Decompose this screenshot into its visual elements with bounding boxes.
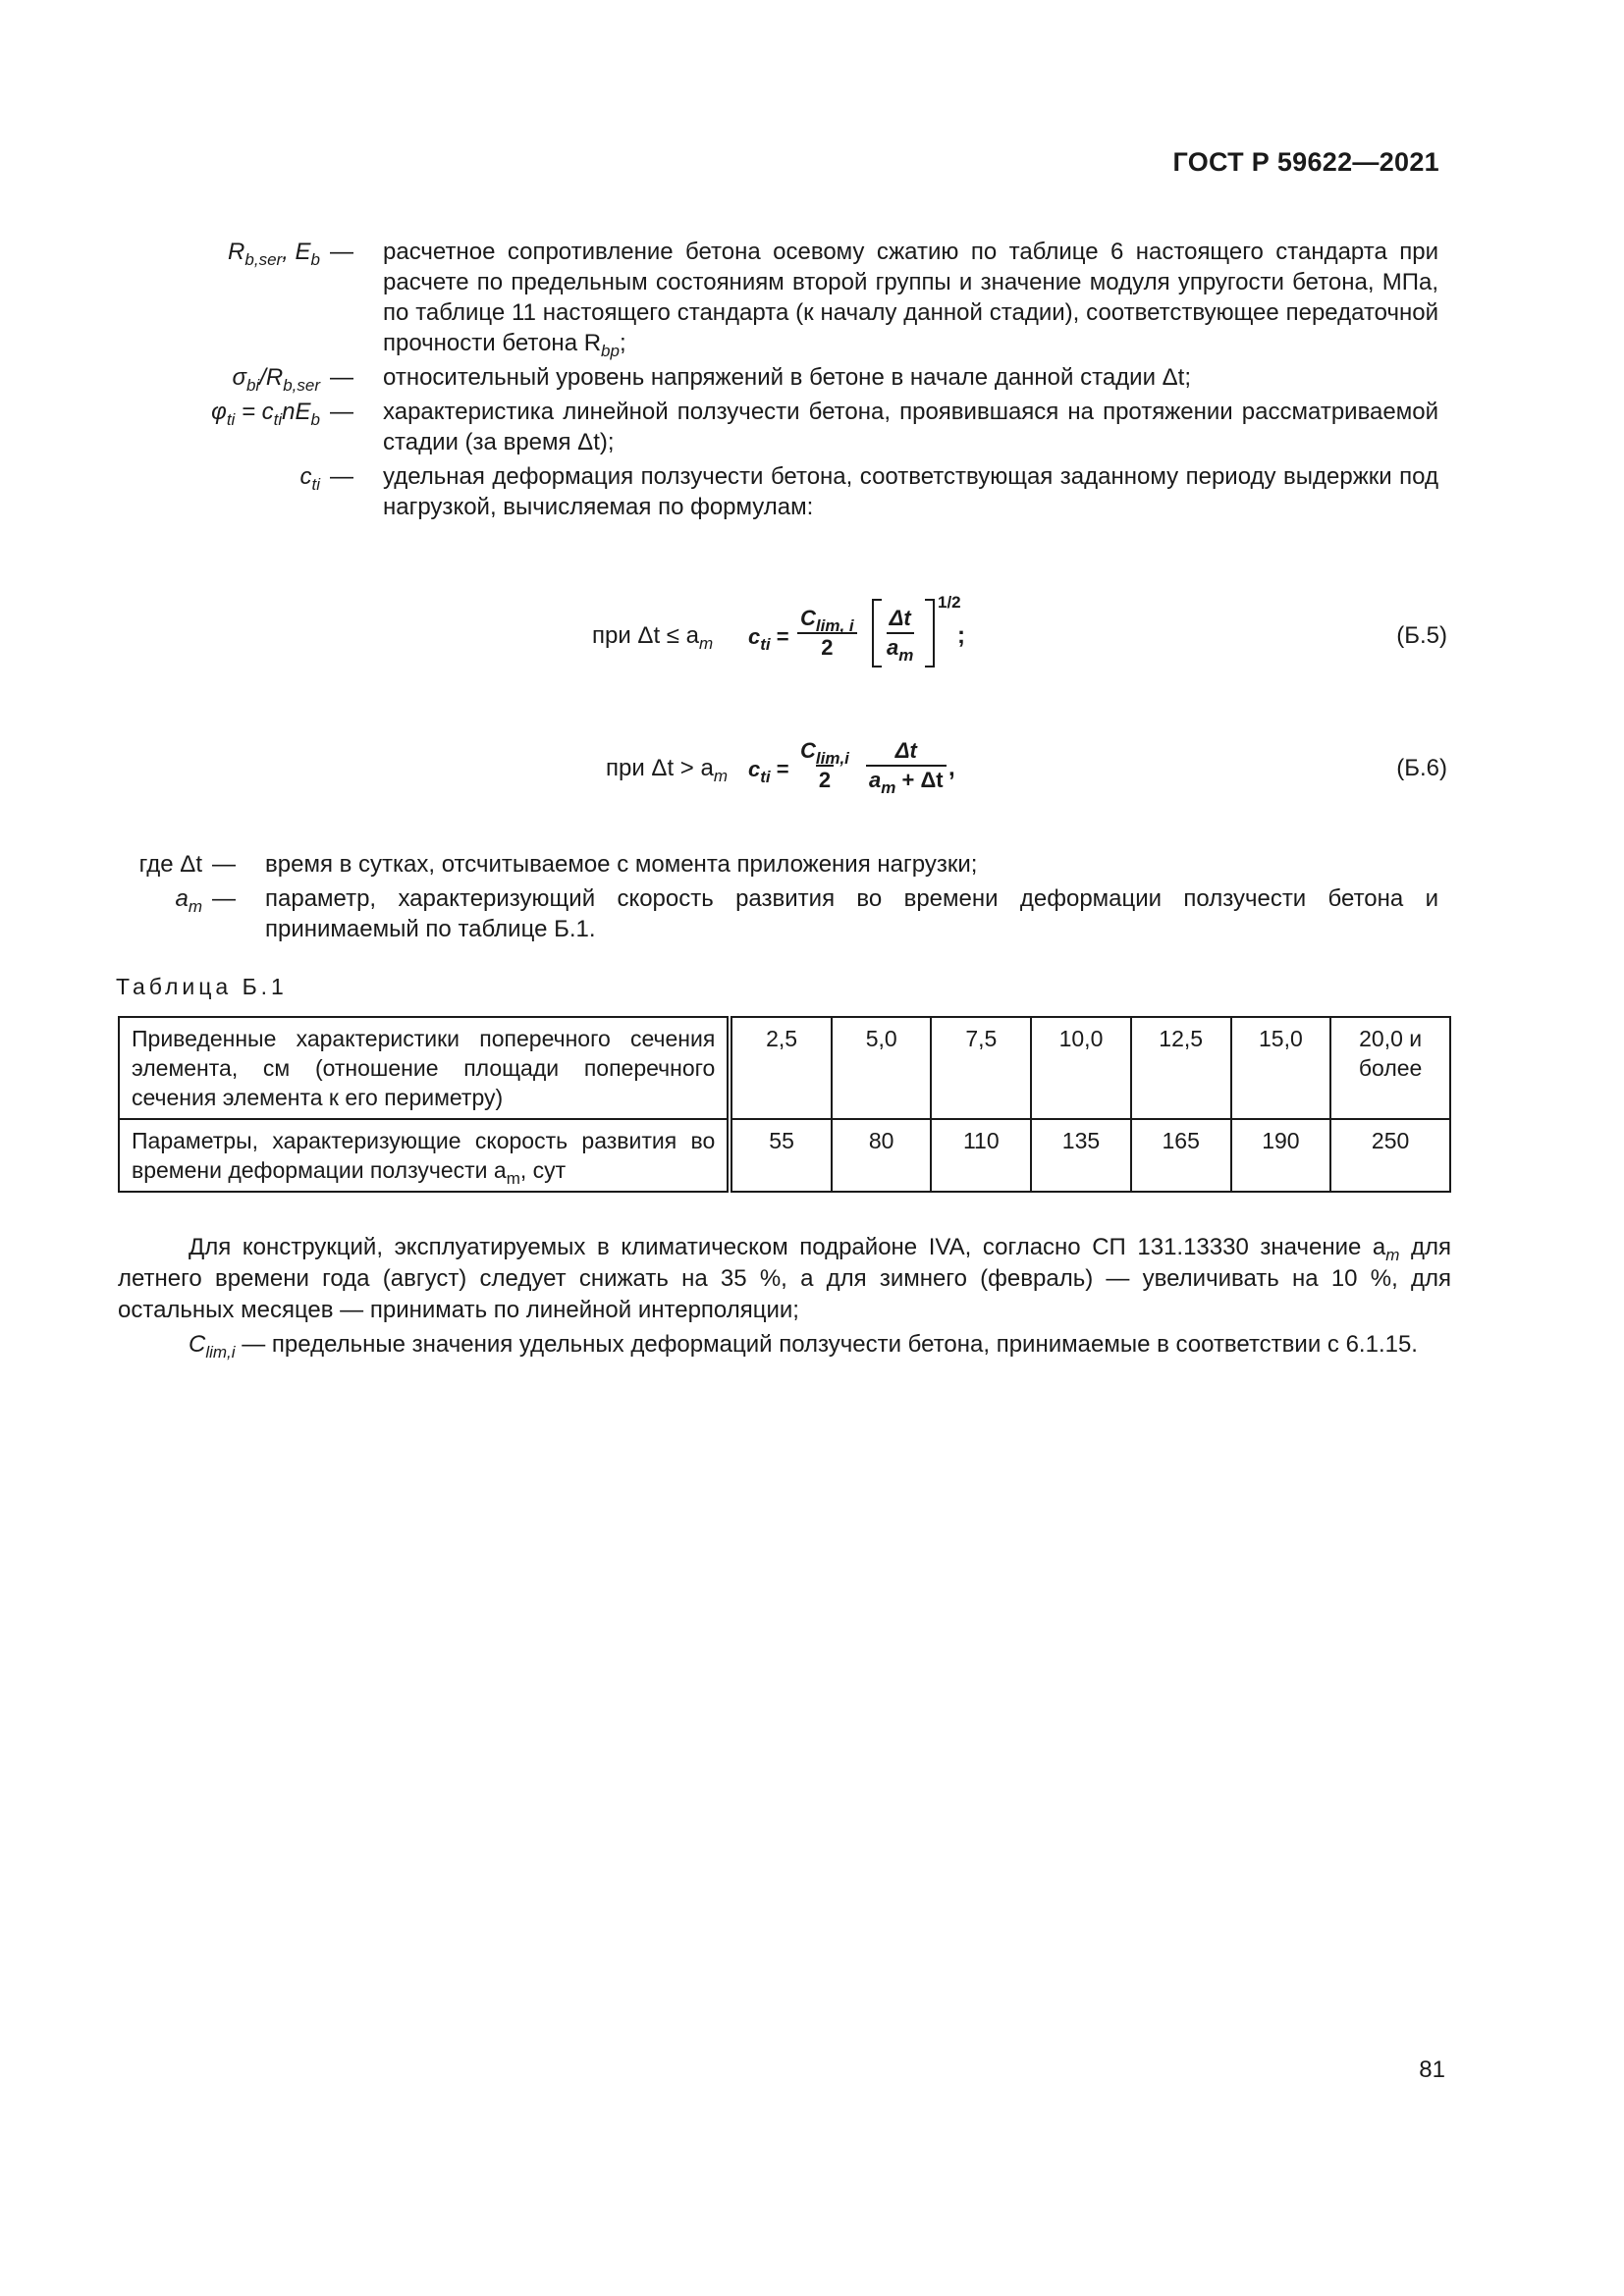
- equation-number: (Б.5): [1396, 622, 1447, 649]
- table-cell: 165: [1131, 1119, 1231, 1192]
- table-row: [119, 1119, 1450, 1192]
- formula-fraction-clim: $\frac{C_{lim,i}}{2}$: [800, 738, 849, 792]
- formula-fraction-clim: $\frac{C_{lim, i}}{2}$: [797, 605, 857, 662]
- table-row: [119, 1017, 1450, 1119]
- definition-item: [157, 362, 1438, 393]
- where-term: где Δt: [138, 851, 202, 878]
- formula-condition: при $\Delta t \le a_m$: [592, 622, 714, 653]
- table-caption: Таблица Б.1: [116, 974, 288, 999]
- table-row-header: Приведенные характеристики поперечного сечения элемента, см (отношение площади поперечного сечения элемента к его периметру): [119, 1017, 730, 1119]
- document-standard-number: ГОСТ Р 59622—2021: [1172, 147, 1439, 177]
- definition-term: $R_{b,ser}$, $E_b$: [228, 239, 320, 269]
- definition-dash: —: [330, 364, 353, 391]
- definition-text: удельная деформация ползучести бетона, соответствующая заданному периоду выдержки под нагрузкой, вычисляемая по формулам:: [383, 463, 1438, 520]
- definition-item: [157, 237, 1438, 358]
- where-item: [108, 849, 1438, 880]
- definition-dash: —: [330, 463, 353, 490]
- formula-lhs: $c_{ti}$ =: [748, 624, 789, 654]
- where-dash: —: [212, 885, 236, 912]
- where-list: [108, 849, 1438, 948]
- table-row-header: Параметры, характеризующие скорость развития во времени деформации ползучести $a_m$, сут: [119, 1119, 730, 1192]
- table-cell: 12,5: [1131, 1017, 1231, 1119]
- where-dash: —: [212, 851, 236, 878]
- definition-text: относительный уровень напряжений в бетоне в начале данной стадии Δt;: [383, 364, 1192, 391]
- formula-condition: при $\Delta t > a_m$: [606, 755, 728, 785]
- definitions-list: [157, 237, 1438, 526]
- formula-exponent: 1/2: [938, 593, 961, 612]
- formula-punctuation: ;: [957, 622, 965, 649]
- table-cell: 20,0 и более: [1330, 1017, 1450, 1119]
- where-text: время в сутках, отсчитываемое с момента приложения нагрузки;: [265, 851, 978, 878]
- clim-definition-paragraph: $C_{lim,i}$ — предельные значения удельных деформаций ползучести бетона, принимаемые в соответствии с 6.1.15.: [189, 1331, 1418, 1362]
- table-cell: 80: [832, 1119, 932, 1192]
- page-number: 81: [1419, 2056, 1445, 2083]
- definition-item: [157, 461, 1438, 522]
- formula-punctuation: ,: [948, 755, 955, 781]
- table-cell: 15,0: [1231, 1017, 1331, 1119]
- definition-term: $c_{ti}$: [299, 463, 320, 494]
- definition-term: $\sigma_{bi}/R_{b,ser}$: [232, 364, 320, 395]
- formula-fraction-dt: $\frac{\Delta t}{a_m + \Delta t}$: [866, 737, 947, 794]
- table-cell: 250: [1330, 1119, 1450, 1192]
- table-cell: 10,0: [1031, 1017, 1131, 1119]
- definition-dash: —: [330, 399, 353, 425]
- where-term: $a_m$: [175, 885, 202, 916]
- where-item: [108, 883, 1438, 944]
- left-bracket: [872, 599, 882, 667]
- formula-lhs: $c_{ti}$ =: [748, 757, 789, 786]
- table-cell: 2,5: [730, 1017, 832, 1119]
- table-cell: 135: [1031, 1119, 1131, 1192]
- table-cell: 5,0: [832, 1017, 932, 1119]
- definition-text: расчетное сопротивление бетона осевому сжатию по таблице 6 настоящего стандарта при расчете по предельным состояниям второй группы и значение модуля упругости бетона, МПа, по таблице 11 настоящего стандарта (к началу данной стадии), соответствующее передаточной прочности бетона $R_{bp}$;: [383, 239, 1438, 360]
- definition-dash: —: [330, 239, 353, 265]
- right-bracket: [925, 599, 935, 667]
- equation-number: (Б.6): [1396, 755, 1447, 781]
- creep-parameter-table: [118, 1016, 1451, 1193]
- formula-fraction-dt: $\frac{\Delta t}{a_m}$: [887, 606, 914, 665]
- climate-note-paragraph: Для конструкций, эксплуатируемых в климатическом подрайоне IVA, согласно СП 131.13330 значение $a_m$ для летнего времени года (август) следует снижать на 35 %, а для зимнего (февраль) — увеличивать на 10 %, для остальных месяцев — принимать по линейной интерполяции;: [118, 1234, 1452, 1323]
- definition-item: [157, 397, 1438, 457]
- definition-text: характеристика линейной ползучести бетона, проявившаяся на протяжении рассматриваемой стадии (за время Δt);: [383, 399, 1438, 455]
- where-text: параметр, характеризующий скорость развития во времени деформации ползучести бетона и принимаемый по таблице Б.1.: [265, 885, 1438, 942]
- table-cell: 110: [931, 1119, 1031, 1192]
- table-cell: 190: [1231, 1119, 1331, 1192]
- formula-b6: [0, 721, 1624, 820]
- formula-b5: [0, 589, 1624, 687]
- table-cell: 7,5: [931, 1017, 1031, 1119]
- table-cell: 55: [730, 1119, 832, 1192]
- definition-term: $\varphi_{ti} = c_{ti}nE_b$: [211, 399, 320, 429]
